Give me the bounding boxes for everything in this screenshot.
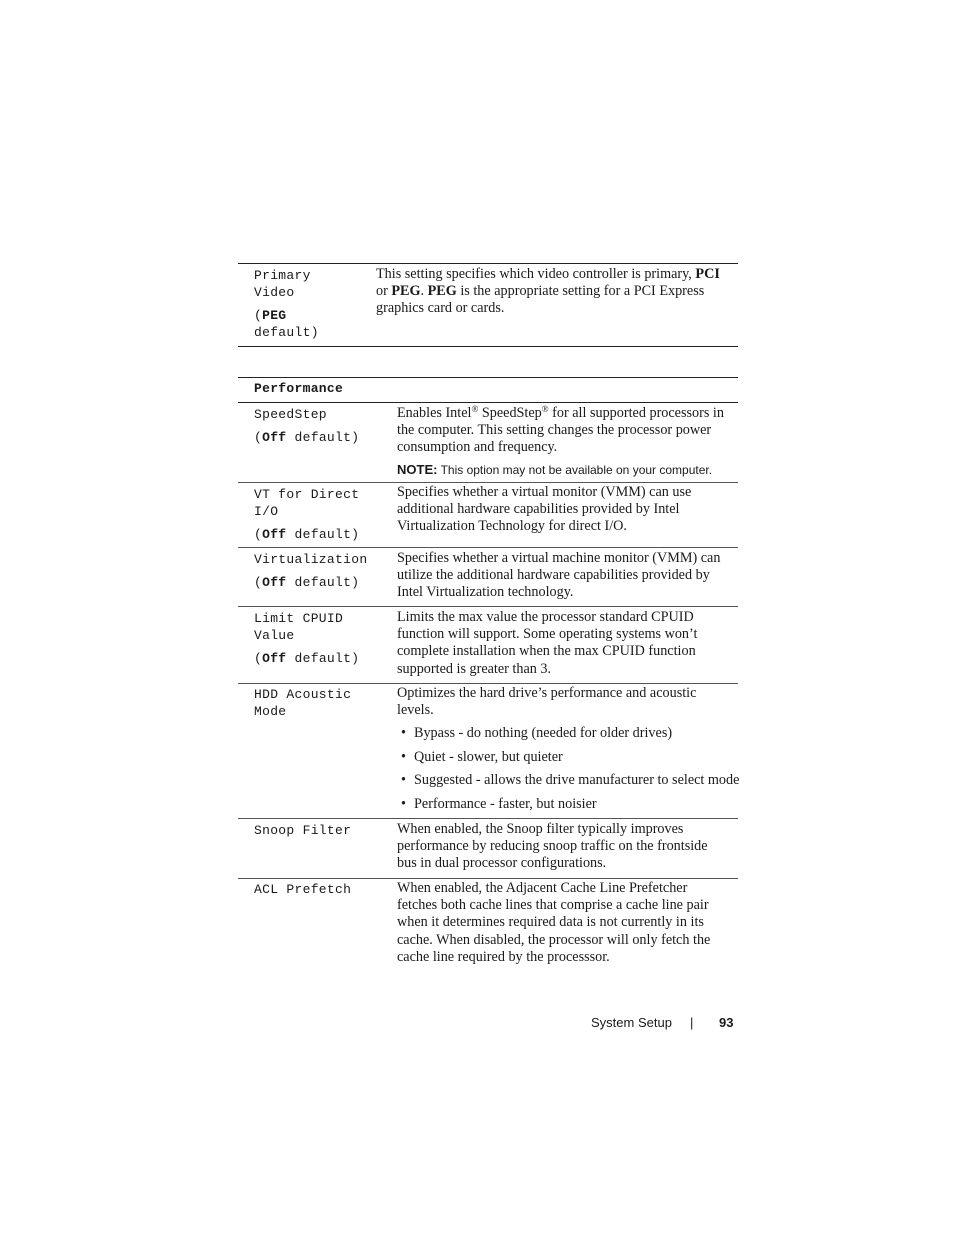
setting-default: (PEG default) xyxy=(254,308,319,340)
table-row-acl-prefetch-description: When enabled, the Adjacent Cache Line Prefetcher fetches both cache lines that comprise a cache line pair when it determines required data is not currently in its cache. When disabled, the processor will only fetch the cache line required by the processsor. xyxy=(397,880,711,965)
table-row-speedstep-description: Enables Intel® SpeedStep® for all supported processors in the computer. This setting changes the processor power consumption and frequency. NOTE: This option may not be available on your computer. xyxy=(397,405,737,478)
table2-top-rule xyxy=(238,377,738,378)
row-rule xyxy=(238,878,738,879)
table-row-hdd-acoustic-setting xyxy=(254,686,364,720)
table-row-snoop-filter-description: When enabled, the Snoop filter typically improves performance by reducing snoop traffic on the frontside bus in dual processor configurations. xyxy=(397,821,708,872)
row-rule xyxy=(238,606,738,607)
table-row-acl-prefetch-setting xyxy=(254,881,379,898)
row-rule xyxy=(238,683,738,684)
table1-top-rule xyxy=(238,263,738,264)
table1-bottom-rule xyxy=(238,346,738,347)
list-item: • Quiet - slower, but quieter xyxy=(397,749,738,766)
row-rule xyxy=(238,547,738,548)
list-item: • Performance - faster, but noisier xyxy=(397,796,738,813)
note xyxy=(397,462,737,478)
table-row-limit-cpuid-description: Limits the max value the processor standard CPUID function will support. Some operating systems won’t complete installation when the max CPUID function supported is greater than 3. xyxy=(397,609,698,677)
setting-default: (Off default) xyxy=(254,651,360,666)
header-rule xyxy=(238,402,738,403)
table-row-vt-direct-io-setting xyxy=(254,486,379,543)
primary-video-description: This setting specifies which video controller is primary, PCI or PEG. PEG is the appropriate setting for a PCI Express graphics card or cards. xyxy=(376,266,720,317)
setting-name: ACL Prefetch xyxy=(254,882,352,897)
primary-video-setting xyxy=(254,267,354,341)
note-label: NOTE: xyxy=(397,461,438,477)
default-value: PEG xyxy=(262,308,287,323)
row-rule xyxy=(238,482,738,483)
table-row-speedstep-setting xyxy=(254,406,379,446)
list-item: • Suggested - allows the drive manufacturer to select mode xyxy=(397,772,738,789)
footer-separator: | xyxy=(690,1015,694,1030)
table-row-snoop-filter-setting xyxy=(254,822,379,839)
setting-name: Limit CPUID Value xyxy=(254,611,344,643)
setting-name: Primary Video xyxy=(254,268,311,300)
list-item: • Bypass - do nothing (needed for older drives) xyxy=(397,725,738,742)
setting-name: SpeedStep xyxy=(254,407,327,422)
setting-default: (Off default) xyxy=(254,430,360,445)
setting-default: (Off default) xyxy=(254,575,360,590)
table-row-vt-direct-io-description: Specifies whether a virtual monitor (VMM) can use additional hardware capabilities provided by Intel Virtualization Technology for direct I/O. xyxy=(397,484,692,535)
page-number: 93 xyxy=(719,1015,734,1030)
table-row-virtualization-description: Specifies whether a virtual machine monitor (VMM) can utilize the additional hardware capabilities provided by Intel Virtualization technology. xyxy=(397,550,721,601)
note-text: This option may not be available on your computer. xyxy=(437,462,713,477)
setting-name: HDD Acoustic Mode xyxy=(254,687,352,719)
table-row-virtualization-setting xyxy=(254,551,379,591)
row-rule xyxy=(238,818,738,819)
footer-section-title: System Setup xyxy=(591,1015,672,1030)
setting-default: (Off default) xyxy=(254,527,360,542)
hdd-mode-options xyxy=(397,725,738,812)
setting-name: VT for Direct I/O xyxy=(254,487,360,519)
setting-name: Virtualization xyxy=(254,552,368,567)
table-row-hdd-acoustic-description: Optimizes the hard drive’s performance and acoustic levels. • Bypass - do nothing (needed for older drives) • Quiet - slower, but quieter • Suggested - allows the drive manufacturer to select mode • Performance - faster, but noisier xyxy=(397,685,738,819)
performance-header: Performance xyxy=(254,381,344,396)
setting-name: Snoop Filter xyxy=(254,823,352,838)
table-row-limit-cpuid-setting xyxy=(254,610,364,667)
